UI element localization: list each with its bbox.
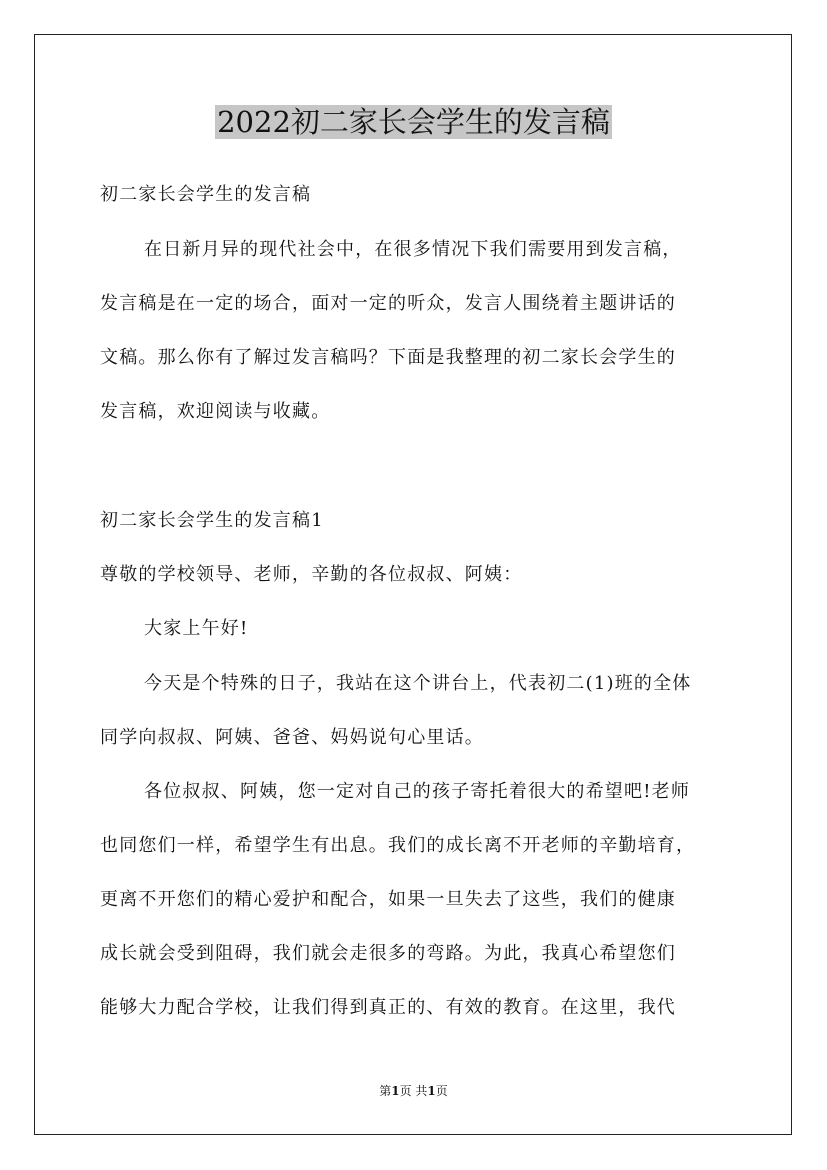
paragraph-line: 更离不开您们的精心爱护和配合，如果一旦失去了这些，我们的健康 — [100, 889, 676, 910]
footer-page-total: 1 — [427, 1084, 436, 1098]
paragraph-line: 同学向叔叔、阿姨、爸爸、妈妈说句心里话。 — [100, 727, 484, 748]
paragraph-line: 成长就会受到阻碍，我们就会走很多的弯路。为此，我真心希望您们 — [100, 943, 676, 964]
document-title — [0, 101, 827, 143]
salutation-line: 尊敬的学校领导、老师，辛勤的各位叔叔、阿姨： — [100, 564, 523, 585]
greeting-line: 大家上午好! — [144, 618, 249, 639]
section-heading: 初二家长会学生的发言稿1 — [100, 510, 324, 531]
paragraph-line: 今天是个特殊的日子，我站在这个讲台上，代表初二(1)班的全体 — [144, 673, 692, 694]
section-heading: 初二家长会学生的发言稿 — [100, 184, 312, 205]
document-title-text: 2022初二家长会学生的发言稿 — [217, 105, 610, 139]
page-footer — [0, 1083, 827, 1099]
paragraph-line: 在日新月异的现代社会中，在很多情况下我们需要用到发言稿， — [144, 239, 682, 260]
paragraph-line: 发言稿，欢迎阅读与收藏。 — [100, 401, 331, 422]
paragraph-line: 各位叔叔、阿姨，您一定对自己的孩子寄托着很大的希望吧!老师 — [144, 781, 691, 802]
footer-prefix: 第 — [379, 1084, 392, 1098]
paragraph-line: 文稿。那么你有了解过发言稿吗？下面是我整理的初二家长会学生的 — [100, 347, 676, 368]
paragraph-line: 能够大力配合学校，让我们得到真正的、有效的教育。在这里，我代 — [100, 997, 676, 1018]
footer-suffix: 页 — [435, 1084, 448, 1098]
paragraph-line: 也同您们一样，希望学生有出息。我们的成长离不开老师的辛勤培育， — [100, 835, 696, 856]
paragraph-line: 发言稿是在一定的场合，面对一定的听众，发言人围绕着主题讲话的 — [100, 293, 676, 314]
footer-middle: 页 共 — [399, 1084, 428, 1098]
footer-page-number: 1 — [391, 1084, 400, 1098]
